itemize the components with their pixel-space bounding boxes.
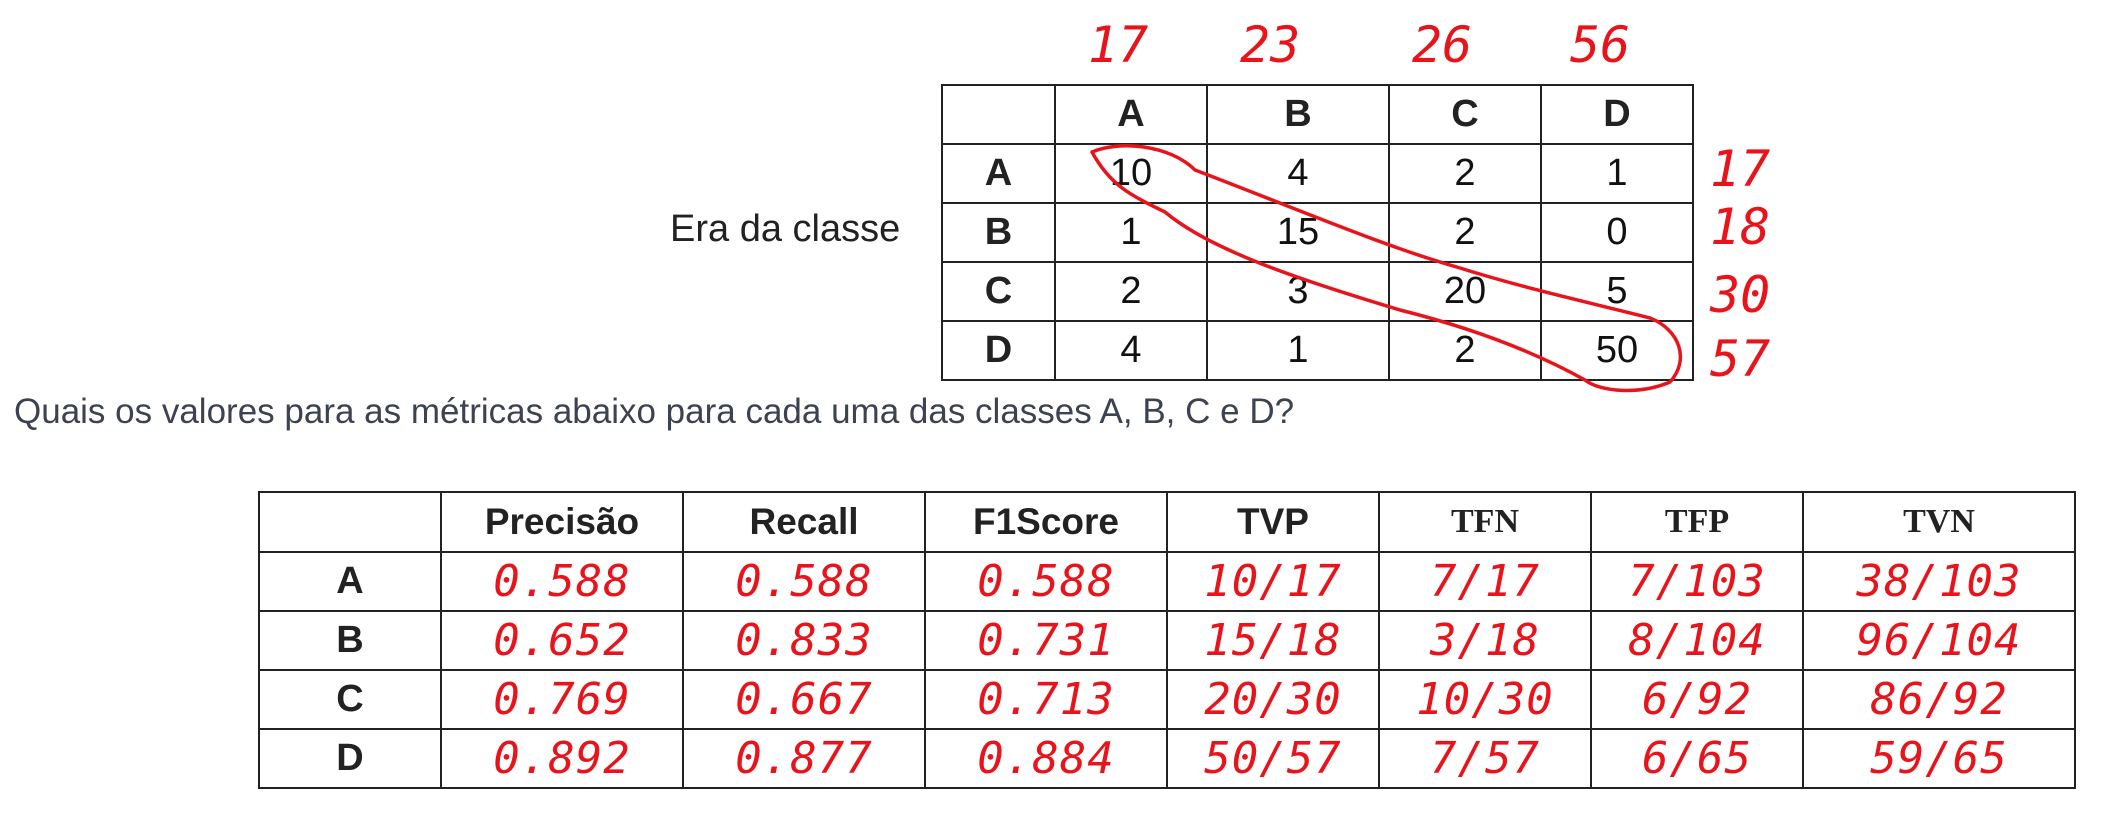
question-text: Quais os valores para as métricas abaixo para cada uma das classes A, B, C e D? (14, 392, 1295, 431)
row-axis-label: Era da classe (670, 208, 901, 250)
metric-value: 0.667 (683, 670, 925, 729)
metric-value: 0.769 (441, 670, 683, 729)
matrix-cell: 10 (1055, 144, 1207, 203)
matrix-cell: 4 (1055, 321, 1207, 380)
metric-value: 50/57 (1167, 729, 1379, 788)
metric-value: 96/104 (1803, 611, 2075, 670)
matrix-cell: 0 (1541, 203, 1693, 262)
metric-header-f1score: F1Score (925, 492, 1167, 552)
matrix-cell: 2 (1389, 321, 1541, 380)
matrix-cell: 1 (1055, 203, 1207, 262)
matrix-cell: 4 (1207, 144, 1389, 203)
metric-header-tvp: TVP (1167, 492, 1379, 552)
matrix-cell: 20 (1389, 262, 1541, 321)
matrix-cell: 50 (1541, 321, 1693, 380)
metric-value: 0.884 (925, 729, 1167, 788)
metric-header-precision: Precisão (441, 492, 683, 552)
matrix-cell: 1 (1207, 321, 1389, 380)
matrix-row-header: D (942, 321, 1055, 380)
metric-value: 0.892 (441, 729, 683, 788)
matrix-cell: 2 (1055, 262, 1207, 321)
column-sum-c: 26 (1412, 16, 1473, 74)
matrix-col-header: A (1055, 85, 1207, 144)
metric-header-recall: Recall (683, 492, 925, 552)
metric-value: 15/18 (1167, 611, 1379, 670)
metric-value: 59/65 (1803, 729, 2075, 788)
metric-header-tvn: TVN (1803, 492, 2075, 552)
row-sum-b: 18 (1710, 198, 1771, 256)
metric-value: 7/17 (1379, 552, 1591, 611)
metric-value: 0.833 (683, 611, 925, 670)
metric-header-tfp: TFP (1591, 492, 1803, 552)
matrix-col-header: B (1207, 85, 1389, 144)
matrix-col-header: C (1389, 85, 1541, 144)
metrics-corner-cell (259, 492, 441, 552)
row-sum-c: 30 (1710, 266, 1771, 324)
matrix-row-header: B (942, 203, 1055, 262)
metric-value: 20/30 (1167, 670, 1379, 729)
matrix-cell: 2 (1389, 144, 1541, 203)
metrics-table (258, 491, 2076, 789)
metric-value: 6/65 (1591, 729, 1803, 788)
metric-value: 0.652 (441, 611, 683, 670)
metric-value: 7/103 (1591, 552, 1803, 611)
metric-value: 10/30 (1379, 670, 1591, 729)
metrics-row-header: B (259, 611, 441, 670)
matrix-cell: 15 (1207, 203, 1389, 262)
metrics-row (259, 729, 2075, 788)
column-sum-b: 23 (1240, 16, 1301, 74)
metric-value: 7/57 (1379, 729, 1591, 788)
metrics-row (259, 611, 2075, 670)
matrix-cell: 3 (1207, 262, 1389, 321)
metric-value: 86/92 (1803, 670, 2075, 729)
matrix-cell: 5 (1541, 262, 1693, 321)
metric-value: 10/17 (1167, 552, 1379, 611)
metric-value: 8/104 (1591, 611, 1803, 670)
metric-value: 0.588 (683, 552, 925, 611)
matrix-cell: 1 (1541, 144, 1693, 203)
column-sum-d: 56 (1570, 16, 1631, 74)
metric-value: 0.731 (925, 611, 1167, 670)
metric-value: 0.713 (925, 670, 1167, 729)
metrics-row-header: D (259, 729, 441, 788)
matrix-cell: 2 (1389, 203, 1541, 262)
row-sum-a: 17 (1710, 140, 1771, 198)
metric-header-tfn: TFN (1379, 492, 1591, 552)
metrics-row-header: A (259, 552, 441, 611)
metrics-row (259, 552, 2075, 611)
row-sum-d: 57 (1710, 330, 1771, 388)
matrix-row-header: A (942, 144, 1055, 203)
metric-value: 6/92 (1591, 670, 1803, 729)
metric-value: 0.588 (441, 552, 683, 611)
metric-value: 0.588 (925, 552, 1167, 611)
metric-value: 38/103 (1803, 552, 2075, 611)
matrix-row-header: C (942, 262, 1055, 321)
metrics-row (259, 670, 2075, 729)
metric-value: 0.877 (683, 729, 925, 788)
column-sum-a: 17 (1088, 16, 1149, 74)
metrics-row-header: C (259, 670, 441, 729)
metrics-header-row (259, 492, 2075, 552)
matrix-col-header: D (1541, 85, 1693, 144)
metric-value: 3/18 (1379, 611, 1591, 670)
